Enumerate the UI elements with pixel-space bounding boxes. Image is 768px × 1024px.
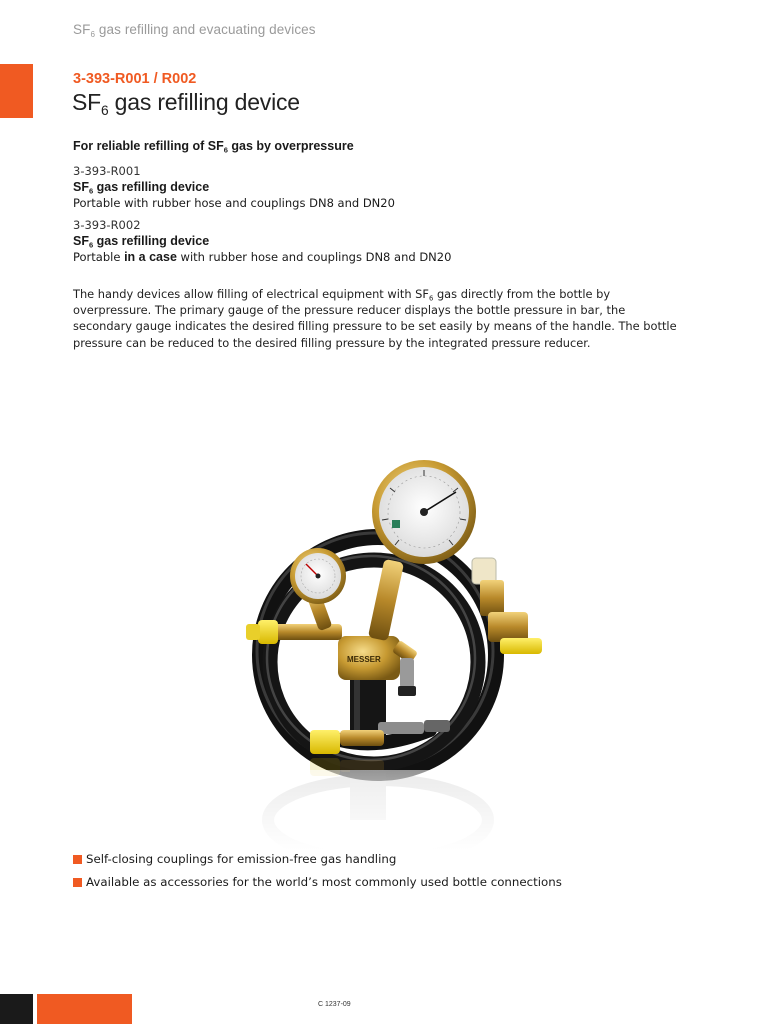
footer-black-block [0, 994, 33, 1024]
footer-code: C 1237-09 [318, 1001, 351, 1008]
list-item: Available as accessories for the world’s most commonly used bottle connections [73, 871, 562, 894]
section-header: $SF_6$ gas refilling and evacuating devices [73, 22, 316, 39]
variant-r002 [73, 217, 693, 265]
bullet-square-icon [73, 878, 82, 887]
primary-gauge [372, 460, 476, 564]
product-photo [200, 440, 560, 850]
product-code: 3-393-R001 / R002 [73, 71, 197, 87]
secondary-gauge [290, 548, 346, 631]
side-accent-tab [0, 64, 33, 118]
product-subtitle: For reliable refilling of $SF_6$ gas by overpressure [73, 139, 354, 155]
variant-name: $SF_6$ gas refilling device [73, 234, 210, 250]
variant-description: Portable with rubber hose and couplings DN8 and DN20 [73, 196, 395, 210]
variant-number: 3-393-R001 [73, 164, 141, 178]
list-item: Self-closing couplings for emission-free gas handling [73, 848, 562, 871]
description-paragraph: The handy devices allow filling of electrical equipment with $SF_6$ gas directly from the bottle by overpressure. The primary gauge of the pressure reducer displays the bottle pressure in bar, the secondary gauge indicates the desired filling pressure to be set easily by means of the handle. The bottle pressure can be reduced to the desired filling pressure by the integrated pressure reducer. [73, 287, 677, 350]
bullet-square-icon [73, 855, 82, 864]
variant-name: $SF_6$ gas refilling device [73, 180, 210, 196]
variant-description: Portable in a case with rubber hose and couplings DN8 and DN20 [73, 250, 452, 264]
feature-list [73, 848, 562, 894]
page-title: $SF_6$ gas refilling device [72, 89, 300, 118]
footer-orange-block [37, 994, 132, 1024]
variant-number: 3-393-R002 [73, 218, 141, 232]
variant-r001 [73, 163, 693, 211]
regulator-brand-label: MESSER [347, 655, 381, 664]
